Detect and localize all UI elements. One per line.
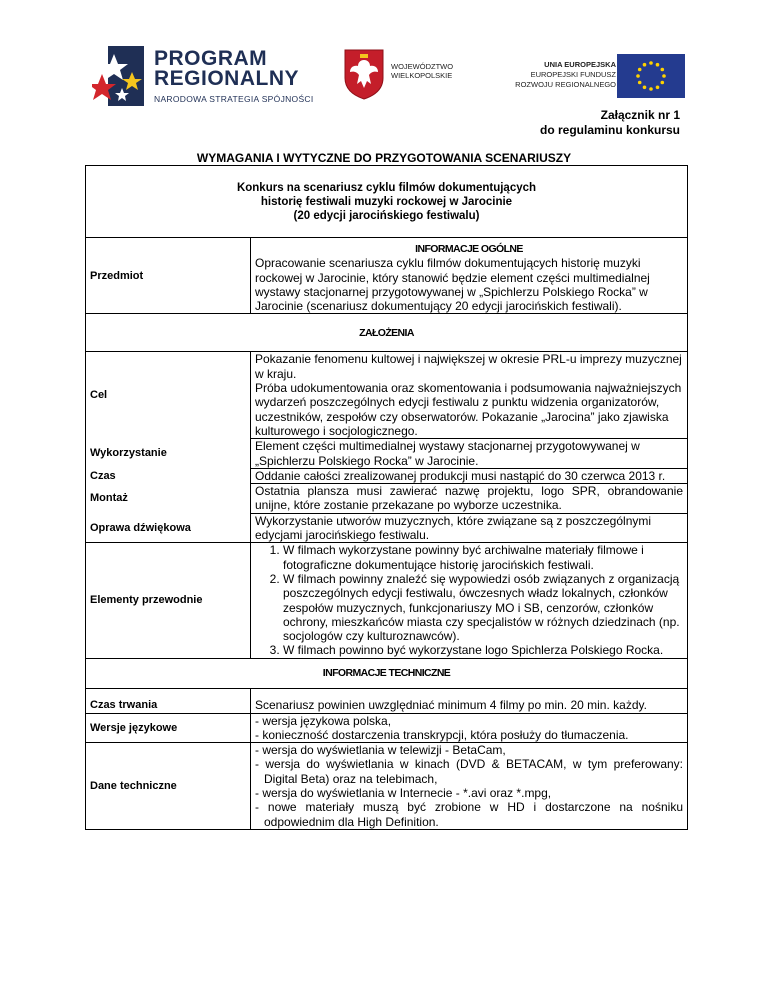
program-logo-line2: REGIONALNY [154,67,300,90]
label-przedmiot: Przedmiot [86,238,251,314]
row-wersje [86,713,688,743]
eu-logo-text [515,60,616,90]
annex-note [540,108,680,138]
wersje-cell [251,713,688,743]
section-row-technical [86,658,688,688]
header-line3: (20 edycji jarocińskiego festiwalu) [293,209,480,222]
list-item: - wersja do wyświetlania w Internecie - *.avi oraz *.mpg, [255,786,552,800]
list-item: 1. W filmach wykorzystane powinny być archiwalne materiały filmowe i fotograficzne dokumentujące historię jarocińskich festiwali. [283,543,683,572]
przedmiot-cell [251,238,688,314]
list-item: - wersja językowa polska, [255,713,392,728]
oprawa-text: Wykorzystanie utworów muzycznych, które związane są z poszczególnymi edycjami jarocińskiego festiwalu. [251,513,688,543]
section-heading-general: INFORMACJE OGÓLNE [415,243,523,255]
list-item: 3. W filmach powinno być wykorzystane logo Spichlerza Polskiego Rocka. [283,643,683,657]
dane-cell [251,743,688,830]
eu-flag-icon [617,54,685,98]
czas-text: Oddanie całości zrealizowanej produkcji musi nastąpić do 30 czerwca 2013 r. [251,468,688,483]
eagle-shield-icon [343,48,385,100]
annex-line2: do regulaminu konkursu [539,123,680,137]
wojewodztwo-line2: WIELKOPOLSKIE [391,71,453,80]
row-czas [86,468,688,483]
program-regionalny-logo [92,44,322,110]
label-dane: Dane techniczne [86,743,251,830]
label-wykorzystanie: Wykorzystanie [86,439,251,469]
annex-line1: Załącznik nr 1 [600,108,680,122]
label-oprawa: Oprawa dźwiękowa [86,513,251,543]
row-oprawa [86,513,688,543]
list-item: - konieczność dostarczenia transkrypcji, która posłuży do tłumaczenia. [255,727,629,742]
label-cel: Cel [86,352,251,439]
program-logo-line3: NARODOWA STRATEGIA SPÓJNOŚCI [154,94,314,104]
row-czas-trwania [86,698,688,713]
row-dane [86,743,688,830]
header-line1: Konkurs na scenariusz cyklu filmów dokumentujących [236,181,537,194]
eu-line2: EUROPEJSKI FUNDUSZ [530,70,616,79]
eu-logo [510,52,690,98]
row-elementy [86,543,688,658]
label-czas-trwania: Czas trwania [86,698,251,713]
wojewodztwo-line1: WOJEWÓDZTWO [391,62,454,71]
elementy-list [255,543,683,657]
section-row-assumptions [86,314,688,352]
wykorzystanie-text: Element części multimedialnej wystawy stacjonarnej przygotowywanej w „Spichlerzu Polskiego Rocka” w Jarocinie. [251,439,688,469]
list-item: - nowe materiały muszą być zrobione w HD i dostarczone na nośniku odpowiednim dla High Definition. [255,800,683,829]
elementy-cell [251,543,688,658]
przedmiot-text: Opracowanie scenariusza cyklu filmów dokumentujących historię muzyki rockowej w Jarocinie, który stanowić będzie element części multimedialnej wystawy stacjonarnej przygotowywanej w „Spichlerzu Polskiego Rocka” w Jarocinie (scenariusz dokumentujący 20 edycji jarocińskich festiwali). [255,256,650,314]
row-wykorzystanie [86,439,688,469]
row-montaz [86,484,688,514]
table-header-row [86,166,688,238]
document-title: WYMAGANIA I WYTYCZNE DO PRZYGOTOWANIA SCENARIUSZY [196,151,572,165]
program-regionalny-mark-icon [92,44,146,108]
list-item: - wersja do wyświetlania w kinach (DVD & BETACAM, w tym preferowany: Digital Beta) oraz na telebimach, [255,757,683,786]
row-cel [86,352,688,439]
section-heading-assumptions: ZAŁOŻENIA [86,314,688,352]
list-item: 2. W filmach powinny znaleźć się wypowiedzi osób związanych z organizacją poszczególnych edycji festiwalu, ówczesnych władz lokalnych, członków zespołów muzycznych, funkcjonariuszy MO i SB, cenzorów, członków ochrony, mieszkańców miasta czy specjalistów w różnych dziedzinach (np. socjologów czy kulturoznawców). [283,572,683,643]
program-logo-line1: PROGRAM [154,47,268,70]
label-czas: Czas [86,468,251,483]
section-heading-technical: INFORMACJE TECHNICZNE [86,658,688,688]
contest-header [86,166,688,238]
requirements-table [85,165,688,830]
czas-trwania-text: Scenariusz powinien uwzględniać minimum 4 filmy po min. 20 min. każdy. [251,698,688,713]
label-montaz: Montaż [86,484,251,514]
cel-text: Pokazanie fenomenu kultowej i największej w okresie PRL-u imprezy muzycznej w kraju. Próba udokumentowania oraz skomentowania i podsumowania najważniejszych wydarzeń poszczególnych edycji festiwalu z punktu widzenia organizatorów, uczestników, zespołów czy obserwatorów. Pokazanie „Jarocina” jako zjawiska kulturowego i socjologicznego. [251,352,688,439]
general-row [86,238,688,314]
wojewodztwo-logo [343,48,483,104]
eu-line3: ROZWOJU REGIONALNEGO [515,80,616,89]
list-item: - wersja do wyświetlania w telewizji - BetaCam, [255,743,506,758]
label-elementy: Elementy przewodnie [86,543,251,658]
eu-line1: UNIA EUROPEJSKA [544,60,616,69]
label-wersje: Wersje językowe [86,713,251,743]
spacer-row [86,688,688,698]
header-line2: historię festiwali muzyki rockowej w Jarocinie [260,195,513,208]
montaz-text: Ostatnia plansza musi zawierać nazwę projektu, logo SPR, obrandowanie unijne, które zostanie przekazane po wyborze uczestnika. [251,484,688,514]
